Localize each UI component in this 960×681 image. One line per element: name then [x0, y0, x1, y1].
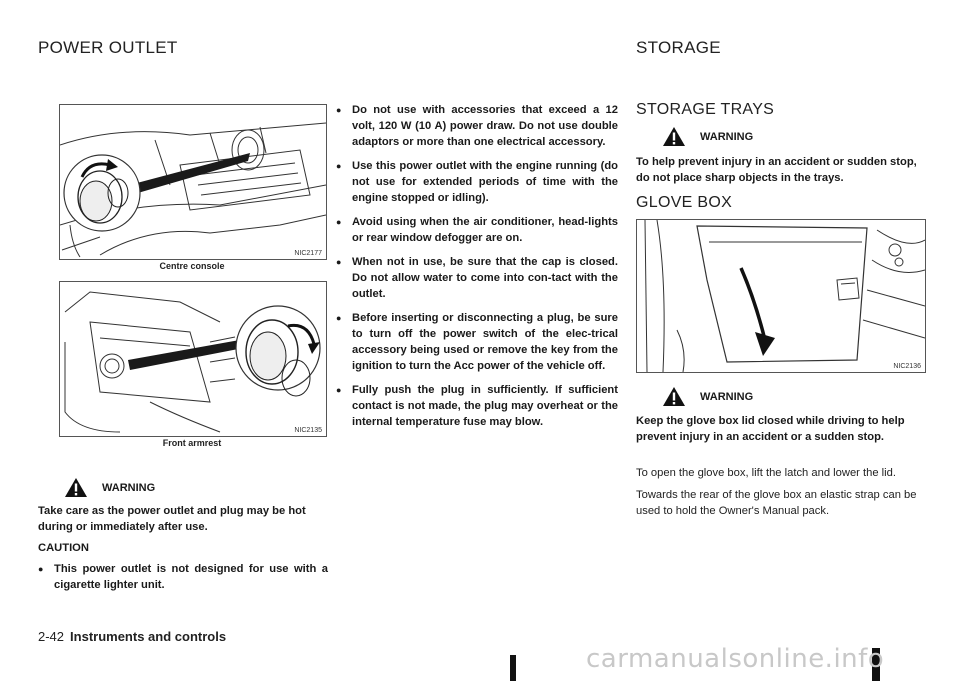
section-title-storage: STORAGE	[636, 38, 721, 57]
figure-code: NIC2177	[294, 250, 322, 257]
figure-glove-box	[636, 219, 926, 373]
figure-code: NIC2135	[294, 427, 322, 434]
caution-bullet: ● This power outlet is not designed for use with a cigarette lighter unit.	[38, 561, 328, 593]
figure-code: NIC2136	[893, 363, 921, 370]
warning-label: WARNING	[102, 481, 156, 494]
glove-box-paragraph: Towards the rear of the glove box an elastic strap can be used to hold the Owner's Manual pack.	[636, 489, 917, 517]
caution-bullet: ● Do not use with accessories that exceed a 12 volt, 120 W (10 A) power draw. Do not use double adaptors or more than one electrical accessory.	[336, 102, 618, 150]
caution-bullet: ● Before inserting or disconnecting a plug, be sure to turn off the power switch of the elec-trical accessory being used or remove the key from the ignition to turn the Acc power of the vehicle off.	[336, 310, 618, 374]
front-armrest-illustration	[60, 282, 326, 436]
caution-label: CAUTION	[38, 542, 89, 554]
figure-caption: Centre console	[159, 261, 225, 271]
heading-glove-box: GLOVE BOX	[636, 194, 733, 211]
page-number: 2-42	[38, 629, 65, 644]
glove-box-paragraph: To open the glove box, lift the latch and lower the lid.	[636, 467, 896, 479]
crop-mark	[510, 655, 516, 681]
warning-icon	[662, 386, 686, 407]
warning-icon	[64, 477, 88, 498]
warning-heading	[662, 386, 753, 407]
warning-label: WARNING	[700, 130, 754, 143]
figure-caption: Front armrest	[162, 438, 222, 448]
warning-icon	[662, 126, 686, 147]
warning-heading	[64, 477, 155, 498]
caution-bullet: ● When not in use, be sure that the cap is closed. Do not allow water to come into con-tact with the outlet.	[336, 254, 618, 302]
warning-heading	[662, 126, 753, 147]
heading-storage-trays: STORAGE TRAYS	[636, 101, 775, 118]
figure-front-armrest	[59, 281, 327, 437]
watermark: carmanualsonline.info	[586, 644, 885, 674]
caution-bullet: ● Use this power outlet with the engine running (do not use for extended periods of time with the engine stopped or idling).	[336, 158, 618, 206]
warning-text: Take care as the power outlet and plug may be hot during or immediately after use.	[38, 505, 306, 533]
figure-centre-console	[59, 104, 327, 260]
caution-list-middle	[336, 102, 618, 430]
caution-bullet: ● Fully push the plug in sufficiently. If sufficient contact is not made, the plug may overheat or the internal temperature fuse may blow.	[336, 382, 618, 430]
chapter-name: Instruments and controls	[70, 629, 227, 644]
caution-bullet: ● Avoid using when the air conditioner, head-lights or rear window defogger are on.	[336, 214, 618, 246]
warning-text: Keep the glove box lid closed while driving to help prevent injury in an accident or a sudden stop.	[636, 415, 905, 443]
warning-label: WARNING	[700, 390, 754, 403]
warning-text: To help prevent injury in an accident or sudden stop, do not place sharp objects in the trays.	[636, 156, 917, 184]
caution-list-left	[38, 561, 328, 593]
centre-console-illustration	[60, 105, 326, 259]
section-title-power-outlet: POWER OUTLET	[38, 38, 178, 57]
page-footer	[38, 629, 226, 644]
glove-box-illustration	[637, 220, 925, 372]
